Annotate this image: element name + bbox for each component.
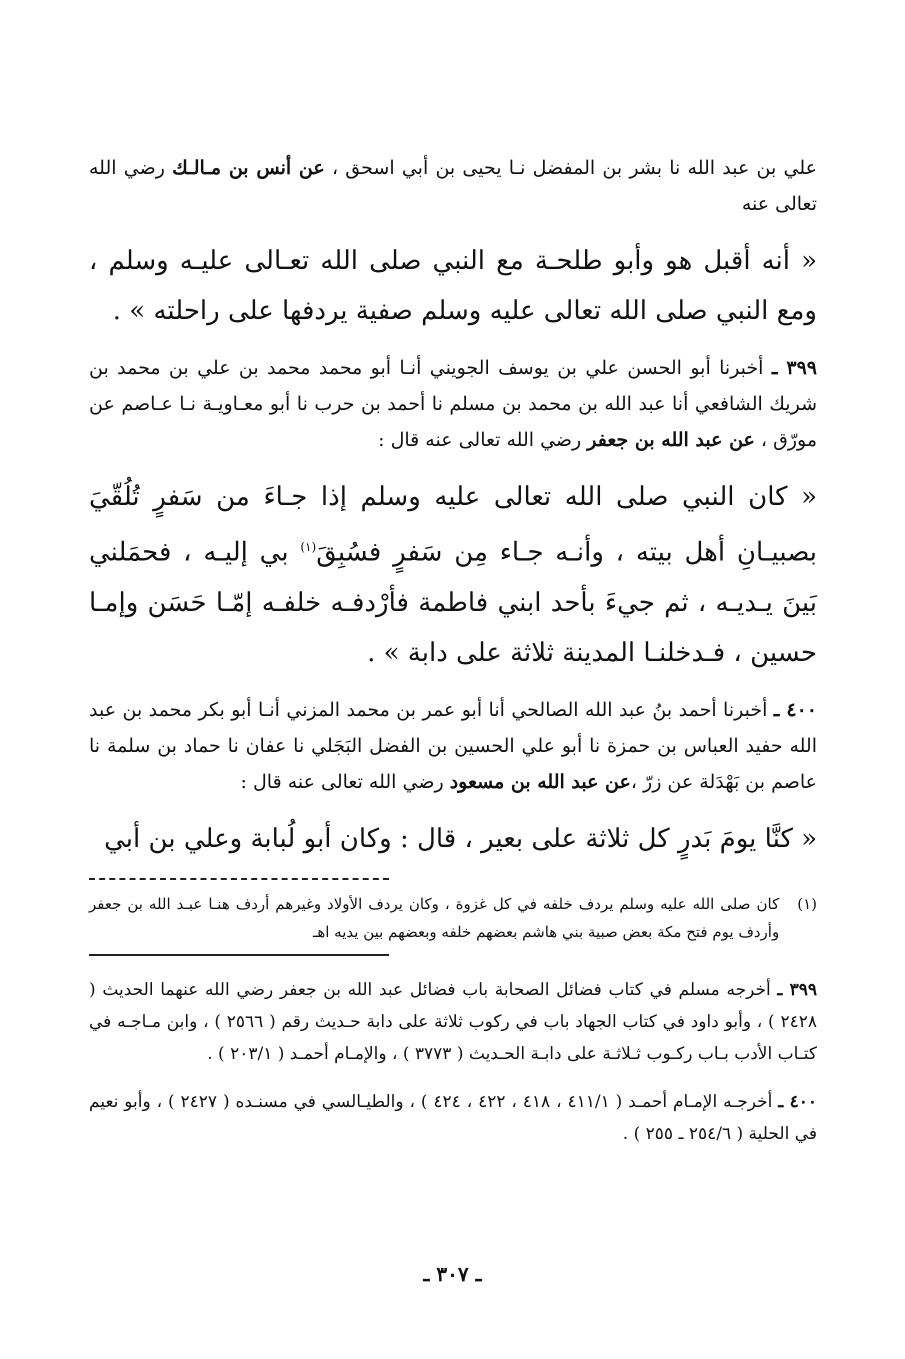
note-399-text: أخرجه مسلم في كتاب فضائل الصحابة باب فضائل عبد الله بن جعفر رضي الله عنهما الحديث ( ٢٤٢٨ ) ، وأبو داود في كتاب الجهاد باب في ركوب ثلاثة على دابة حـديث رقم ( ٢٥٦٦ ) ، وابن مـاجـه في كتـاب الأدب بـاب ركـوب ثـلاثـة على دابـة الحـديث ( ٣٧٧٣ ) ، والإمـام أحمـد ( ٢٠٣/١ ) . xyxy=(89,979,817,1064)
footnote-text: كان صلى الله عليه وسلم يردف خلفه في كل غزوة ، وكان يردف الأولاد وغيرهم أردف هنـا عبـد الله بن جعفر وأردف يوم فتح مكة بعض صبية بني هاشم بعضهم خلفه وبعضهم بين يديه اهـ xyxy=(89,894,780,941)
hadith-399-text-a: أخبرنا أبو الحسن علي بن يوسف الجويني أنـا أبو محمد محمد بن علي بن محمد بن شريك الشافعي أنا عبد الله بن محمد بن مسلم نا أحمد بن حرب نا أبو معـاويـة نـا عـاصم عن مورّق ، xyxy=(89,357,817,451)
footnote-1 xyxy=(89,890,817,946)
notes-separator xyxy=(89,954,389,956)
note-400 xyxy=(89,1086,817,1150)
footnote-reference: (١) xyxy=(300,540,317,554)
intro-text-a: علي بن عبد الله نا بشر بن المفضل نـا يحيى بن أبي اسحق ، xyxy=(324,157,817,179)
quote-2 xyxy=(89,472,817,678)
quote-1: « أنه أقبل هو وأبو طلحـة مع النبي صلى الله تعـالى عليـه وسلم ، ومع النبي صلى الله تعالى عليه وسلم صفية يردفها على راحلته » . xyxy=(89,246,817,326)
page-number: ـ ٣٠٧ ـ xyxy=(423,1262,482,1286)
note-400-number: ٤٠٠ ـ xyxy=(778,1091,818,1112)
note-400-text: أخرجـه الإمـام أحمـد ( ٤١١/١ ، ٤١٨ ، ٤٢٢ ، ٤٢٤ ) ، والطيـالسي في مسنـده ( ٢٤٢٧ ) ، وأبو نعيم في الحلية ( ٢٥٤/٦ ـ ٢٥٥ ) . xyxy=(89,1091,817,1144)
hadith-400-text-b: رضي الله تعالى عنه قال : xyxy=(240,770,450,793)
narrator-ibn-masud: عن عبد الله بن مسعود xyxy=(449,770,631,793)
hadith-399 xyxy=(89,350,817,458)
hadith-400-number: ٤٠٠ ـ xyxy=(773,698,817,721)
hadith-399-number: ٣٩٩ ـ xyxy=(771,357,818,379)
quote-3: « كنَّا يومَ بَدرٍ كل ثلاثة على بعير ، قال : وكان أبو لُبابة وعلي بن أبي xyxy=(104,823,817,854)
narrator-abdullah-jafar: عن عبد الله بن جعفر xyxy=(587,429,755,451)
page-body xyxy=(89,150,817,1166)
note-399 xyxy=(89,974,817,1070)
hadith-399-text-b: رضي الله تعالى عنه قال : xyxy=(378,429,588,451)
footnote-separator xyxy=(89,878,389,880)
narrator-anas: عن أنس بن مـالـك xyxy=(172,157,325,179)
hadith-400 xyxy=(89,692,817,800)
footnote-mark: (١) xyxy=(797,894,817,913)
note-399-number: ٣٩٩ ـ xyxy=(777,979,817,1000)
intro-text-b: رضي الله تعالى عنه xyxy=(89,157,817,215)
intro-paragraph xyxy=(89,150,817,222)
quote-2-text-b: بي إليـه ، فحمَلني بَينَ يـديـه ، ثم جيءَ بأحد ابني فاطمة فأرْدفـه خلفـه إمّـا حَسَن وإمـا حسين ، فـدخلنـا المدينة ثلاثة على دابة » . xyxy=(89,537,817,668)
quote-2-text-a: « كان النبي صلى الله تعالى عليه وسلم إذا جـاءَ من سَفرٍ تُلُقّيَ بصبيـانِ أهل بيته ، وأنـه جـاء مِن سَفرٍ فسُبِقَ xyxy=(89,482,818,568)
hadith-400-text-a: أخبرنا أحمد بنُ عبد الله الصالحي أنا أبو عمر بن محمد المزني أنـا أبو بكر محمد بن عبد الله حفيد العباس بن حمزة نا أبو علي الحسين بن الفضل البَجَلي نا عفان نا حماد بن سلمة نا عاصم بن بَهْدَلة عن زرّ ، xyxy=(89,698,817,793)
